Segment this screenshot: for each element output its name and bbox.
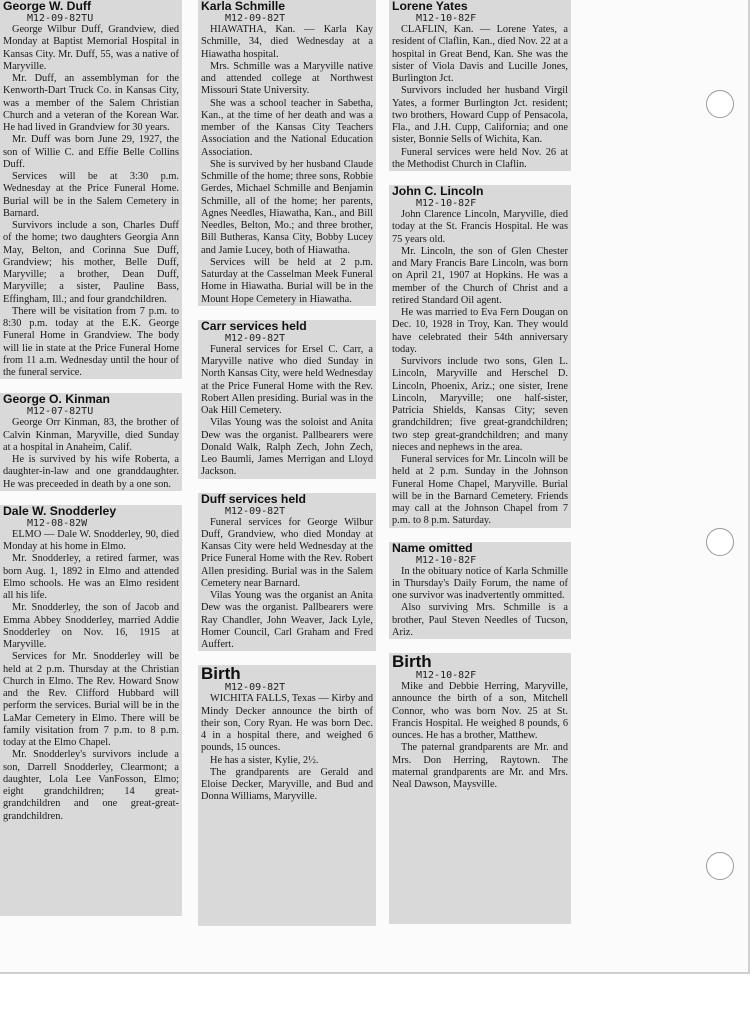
punch-hole-top [706,90,734,118]
handwritten-date-note: M12-09-82T [225,505,286,517]
handwritten-date-note: M12-10-82F [416,13,477,24]
article-paragraph: In the obituary notice of Karla Schmille in Thursday's Daily Forum, the name of one survivor was inadvertently ommitted. [392,565,568,601]
article-paragraph: Services will be held at 2 p.m. Saturday at the Casselman Meek Funeral Home in Hiawatha. Burial will be in the Mount Hope Cemetery in Hiawatha. [201,256,373,305]
column-left [0,0,182,916]
article-paragraph: The grandparents are Gerald and Eloise Decker, Maryville, and Bud and Donna Williams, Maryville. [201,766,373,803]
article-paragraph: Mr. Duff, an assemblyman for the Kenworth-Dart Truck Co. in Kansas City, was a member of the Salem Christian Church and a veteran of the Korean War. He had lived in Grandview for 30 years. [3,73,179,133]
article-paragraph: The paternal grandparents are Mr. and Mrs. Don Herring, Raytown. The maternal grandparents are Mr. and Mrs. Neal Dawson, Maysville. [392,742,568,790]
handwritten-date-note: M12-09-82T [225,13,286,24]
article-headline: Name omitted [392,540,473,555]
column-right [389,0,571,924]
article-paragraph: CLAFLIN, Kan. — Lorene Yates, a resident of Claflin, Kan., died Nov. 22 at a hospital in Great Bend, Kan. She was the sister of Viola Davis and Lucille Jones, Burlington Jct. [392,24,568,84]
article-paragraph: Services for Mr. Snodderley will be held at 2 p.m. Thursday at the Christian Church in Elmo. The Rev. Howard Snow and the Rev. Clifford Hubbard will perform the services. Burial will be in the LaMar Cemetery in Elmo. There will be family visitation from 7 p.m. to 8 p.m. today at the Elmo Chapel. [3,651,179,748]
article-paragraph: Mike and Debbie Herring, Maryville, announce the birth of a son, Mitchell Connor, who was born Nov. 25 at St. Francis Hospital. He weighed 8 pounds, 6 ounces. He has a brother, Matthew. [392,681,568,741]
article-birth [389,653,571,791]
handwritten-date-note: M12-09-82TU [27,13,94,24]
handwritten-date-note: M12-09-82T [225,682,286,694]
article-paragraph: He was married to Eva Fern Dougan on Dec. 10, 1928 in Troy, Kan. They would have celebrated their 54th anniversary today. [392,307,568,355]
article-headline: Duff services held [201,491,306,506]
article-paragraph: WICHITA FALLS, Texas — Kirby and Mindy Decker announce the birth of their son, Cory Ryan. He was born Dec. 4 in a hospital there, and weighed 6 pounds, 15 ounces. [201,693,373,754]
article-headline: Dale W. Snodderley [3,503,117,518]
article-paragraph: HIAWATHA, Kan. — Karla Kay Schmille, 34, died Wednesday at a Hiawatha hospital. [201,24,373,60]
article-headline: George W. Duff [3,0,92,13]
article-headline: Lorene Yates [392,0,468,13]
article-duff-services-held [198,493,376,652]
article-paragraph: Funeral services for George Wilbur Duff, Grandview, who died Monday at Kansas City were held Wednesday at the Price Funeral Home with the Rev. Robert Allen presiding. Burial was in the Salem Cemetery near Barnard. [201,516,373,589]
article-paragraph: Mrs. Schmille was a Maryville native and attended college at Northwest Missouri State University. [201,60,373,97]
article-paragraph: Mr. Duff was born June 29, 1927, the son of Willie C. and Effie Belle Collins Duff. [3,134,179,170]
article-paragraph: There will be visitation from 7 p.m. to 8:30 p.m. today at the E.K. George Funeral Home in Grandview. The body will lie in state at the Price Funeral Home from 11 a.m. Wednesday until the hour of the funeral service. [3,305,179,378]
article-karla-schmille [198,0,376,306]
article-carr-services-held [198,320,376,479]
article-headline: Carr services held [201,318,307,333]
article-george-o-kinman [0,393,182,491]
article-paragraph: ELMO — Dale W. Snodderley, 90, died Monday at his home in Elmo. [3,528,179,552]
article-paragraph: He is survived by his wife Roberta, a daughter-in-law and one granddaughter. He was preceeded in death by a one son. [3,454,179,490]
article-paragraph: Services will be at 3:30 p.m. Wednesday at the Price Funeral Home. Burial will be in the Salem Cemetery in Barnard. [3,171,179,219]
article-paragraph: Funeral services for Mr. Lincoln will be held at 2 p.m. Sunday in the Johnson Funeral Home Chapel, Maryville. Burial will be in the Barnard Cemetery. Friends may call at the Johnson Chapel from 7 p.m. to 8 p.m. Saturday. [392,454,568,527]
article-paragraph: George Orr Kinman, 83, the brother of Calvin Kinman, Maryville, died Sunday at a hospital in Anaheim, Calif. [3,417,179,453]
article-george-w-duff [0,0,182,379]
article-paragraph: Survivors include two sons, Glen L. Lincoln, Maryville and Herschel D. Lincoln, Phoenix, Ariz.; one sister, Irene Lincoln, Maryville; one half-sister, Patricia Shields, Kansas City; seven grandchildren; five great-grandchildren; two step great-grandchildren; and many nieces and nephews in the area. [392,356,568,453]
article-birth [198,665,376,803]
handwritten-date-note: M12-09-82T [225,332,286,344]
article-paragraph: Mr. Snodderley, a retired farmer, was born Aug. 1, 1892 in Elmo and attended Elmo schools. He was an Elmo resident all his life. [3,553,179,601]
handwritten-date-note: M12-10-82F [416,198,477,209]
article-paragraph: Survivors included her husband Virgil Yates, a former Burlington Jct. resident; two brothers, Howard Cupp of Pensacola, Fla., and J.H. Cupp, California; and one sister, Bonnie Sells of Wichita, Kan. [392,85,568,146]
article-paragraph: Mr. Lincoln, the son of Glen Chester and Mary Francis Bare Lincoln, was born on April 21, 1907 at Hopkins. He was a member of the Church of Christ and a retired Standard Oil agent. [392,245,568,306]
article-paragraph: Vilas Young was the organist an Anita Dew was the organist. Pallbearers were Ray Chandler, John Weaver, Jack Lyle, Homer Council, Carl Graham and Fred Auffert. [201,590,373,650]
column-middle [198,0,376,926]
article-paragraph: Survivors include a son, Charles Duff of the home; two daughters Georgia Ann May, Belton, and Corinna Sue Duff, Grandview; his mother, Belle Duff, Maryville; a brother, Dean Duff, Maryville; a sister, Pauline Bass, Effingham, Ill.; and four grandchildren. [3,220,179,305]
article-paragraph: John Clarence Lincoln, Maryville, died today at the St. Francis Hospital. He was 75 years old. [392,209,568,245]
article-paragraph: Mr. Snodderley's survivors include a son, Darrell Snodderley, Clearmont; a daughter, Lola Lee VanFosson, Elmo; eight grandchildren; 14 great-grandchildren and one great-great-grandchildren. [3,749,179,822]
article-paragraph: Funeral services were held Nov. 26 at the Methodist Church in Claflin. [392,146,568,170]
handwritten-date-note: M12-10-82F [416,670,477,681]
article-paragraph: She was a school teacher in Sabetha, Kan., at the time of her death and was a member of the Kansas City Teachers Association and the National Education Association. [201,97,373,158]
article-paragraph: Funeral services for Ersel C. Carr, a Maryville native who died Sunday in North Kansas City, were held Wednesday at the Price Funeral Home with the Rev. Robert Allen presiding. Burial was in the Oak Hill Cemetery. [201,343,373,416]
handwritten-date-note: M12-10-82F [416,554,477,566]
article-paragraph: Also surviving Mrs. Schmille is a brother, Paul Steven Needles of Tucson, Ariz. [392,602,568,638]
handwritten-date-note: M12-08-82W [27,517,88,529]
article-paragraph: He has a sister, Kylie, 2½. [210,754,319,766]
article-paragraph: Mr. Snodderley, the son of Jacob and Emma Abbey Snodderley, married Addie Snodderley on Nov. 16, 1915 at Maryville. [3,602,179,650]
article-headline: Karla Schmille [201,0,285,13]
article-headline: Birth [392,652,432,671]
punch-hole-middle [706,528,734,556]
article-headline: George O. Kinman [3,392,110,407]
article-headline: Birth [201,664,241,684]
article-john-c-lincoln [389,185,571,528]
article-lorene-yates [389,0,571,171]
article-paragraph: She is survived by her husband Claude Schmille of the home; three sons, Robbie Gerdes, Michael Schmille and Benjamin Schmille, all of the home; her parents, Agnes Needles, Hiawatha, Kan., and Bill Needles, Belton, Mo.; and three brother, Bill Butheras, Kansa City, Bobby Lucey and Jamie Lucey, both of Hiawatha. [201,158,373,256]
article-paragraph: George Wilbur Duff, Grandview, died Monday at Baptist Memorial Hospital in Kansas City. Mr. Duff, 55, was a native of Maryville. [3,24,179,72]
article-headline: John C. Lincoln [392,184,484,198]
article-name-omitted [389,542,571,640]
punch-hole-bottom [706,852,734,880]
article-dale-w-snodderley [0,505,182,823]
article-paragraph: Vilas Young was the soloist and Anita Dew was the organist. Pallbearers were Donald Walk, Ralph Zech, John Zech, Leo Baumli, James Merrigan and Lloyd Jackson. [201,417,373,478]
handwritten-date-note: M12-07-82TU [27,406,94,418]
